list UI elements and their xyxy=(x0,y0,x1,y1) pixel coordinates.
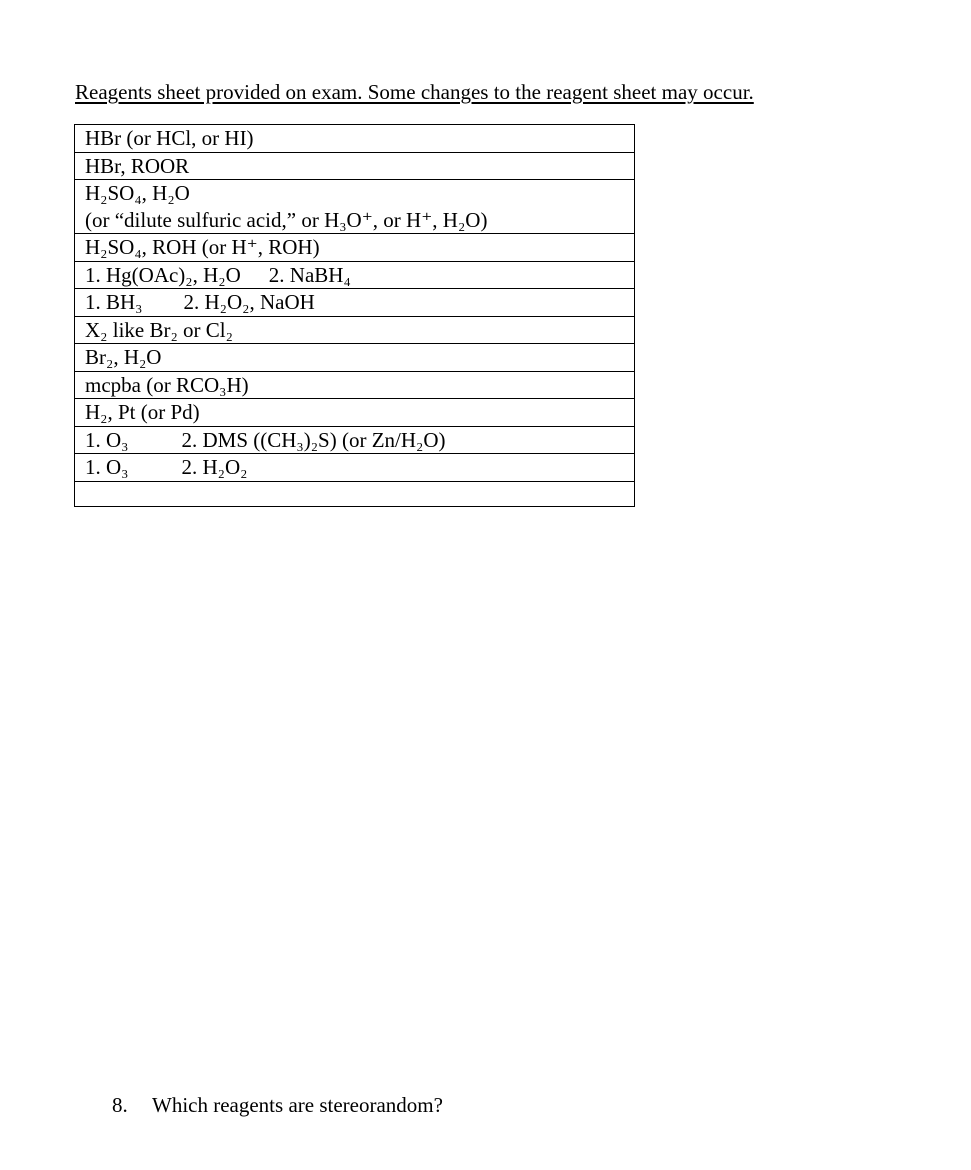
table-row xyxy=(75,454,635,482)
reagent-cell-oxymercuration xyxy=(75,261,635,289)
reagent-sheet-heading: Reagents sheet provided on exam. Some changes to the reagent sheet may occur. xyxy=(75,80,754,104)
table-row xyxy=(75,371,635,399)
reagent-line: H₂SO₄, H₂O xyxy=(85,181,190,205)
reagent-cell-hydrogenation: H₂, Pt (or Pd) xyxy=(75,399,635,427)
reagent-cell-epoxidation: mcpba (or RCO₃H) xyxy=(75,371,635,399)
reagent-step-1: 1. O₃ xyxy=(85,427,129,452)
table-row xyxy=(75,261,635,289)
reagent-note: (or “dilute sulfuric acid,” or H₃O⁺, or H⁺, H₂O) xyxy=(85,207,488,232)
table-row xyxy=(75,180,635,234)
reagent-step-1: 1. O₃ xyxy=(85,455,129,479)
table-row xyxy=(75,426,635,454)
table-row xyxy=(75,234,635,262)
reagent-step-2: 2. H₂O₂, NaOH xyxy=(183,290,315,314)
table-row xyxy=(75,125,635,153)
question-8 xyxy=(112,1093,443,1118)
table-row-empty xyxy=(75,481,635,506)
table-row xyxy=(75,316,635,344)
reagent-cell-ozonolysis-reductive xyxy=(75,426,635,454)
question-number: 8. xyxy=(112,1093,128,1117)
table-row xyxy=(75,344,635,372)
reagent-cell-hydroboration xyxy=(75,289,635,317)
reagent-step-2: 2. H₂O₂ xyxy=(181,455,248,479)
reagent-cell-acid-hydration xyxy=(75,180,635,234)
table-row xyxy=(75,152,635,180)
reagent-table xyxy=(74,124,635,507)
reagent-cell-halohydrin: Br₂, H₂O xyxy=(75,344,635,372)
reagent-cell-hbr-roor: HBr, ROOR xyxy=(75,152,635,180)
reagent-step-1: 1. BH₃ xyxy=(85,290,143,314)
question-text: Which reagents are stereorandom? xyxy=(152,1093,443,1117)
reagent-cell-halogen: X₂ like Br₂ or Cl₂ xyxy=(75,316,635,344)
reagent-cell-acid-alcohol: H₂SO₄, ROH (or H⁺, ROH) xyxy=(75,234,635,262)
reagent-step-2: 2. NaBH₄ xyxy=(268,262,351,287)
reagent-step-2: 2. DMS ((CH₃)₂S) (or Zn/H₂O) xyxy=(181,427,446,452)
reagent-cell-ozonolysis-oxidative xyxy=(75,454,635,482)
table-row xyxy=(75,399,635,427)
reagent-step-1: 1. Hg(OAc)₂, H₂O xyxy=(85,262,241,287)
reagent-cell-hbr: HBr (or HCl, or HI) xyxy=(75,125,635,153)
reagent-cell-empty xyxy=(75,481,635,506)
table-row xyxy=(75,289,635,317)
